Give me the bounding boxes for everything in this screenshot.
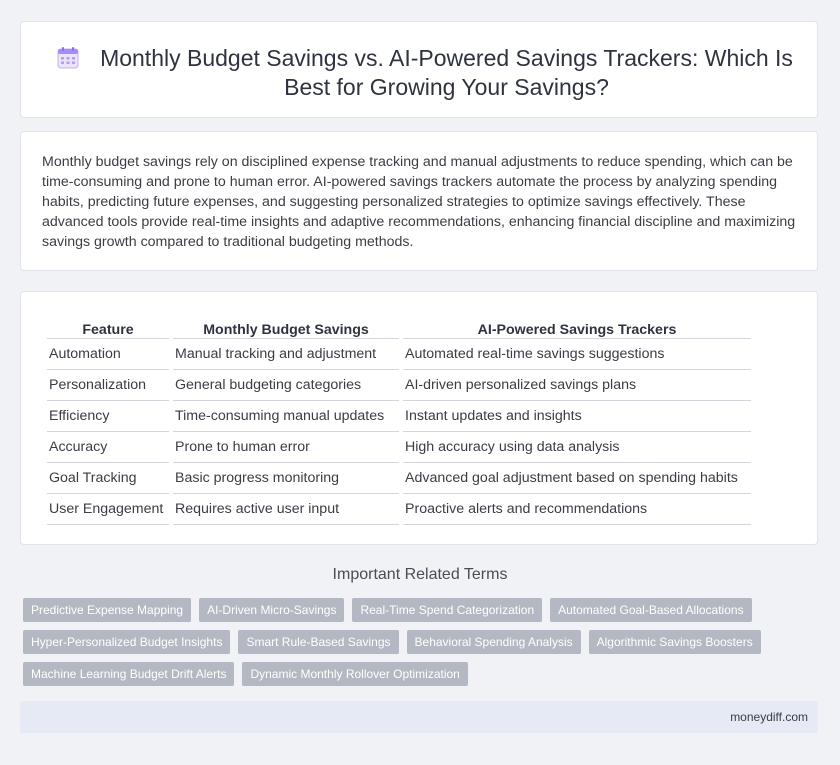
table-cell-feature: Goal Tracking xyxy=(47,463,169,494)
related-term-tag[interactable]: Machine Learning Budget Drift Alerts xyxy=(23,662,234,686)
related-term-tag[interactable]: Hyper-Personalized Budget Insights xyxy=(23,630,230,654)
table-cell-monthly: Manual tracking and adjustment xyxy=(173,339,399,370)
table-cell-ai: High accuracy using data analysis xyxy=(403,432,751,463)
table-cell-feature: Automation xyxy=(47,339,169,370)
related-term-tag[interactable]: Predictive Expense Mapping xyxy=(23,598,191,622)
related-term-tag[interactable]: Behavioral Spending Analysis xyxy=(407,630,581,654)
table-cell-feature: Efficiency xyxy=(47,401,169,432)
intro-paragraph: Monthly budget savings rely on disciplined expense tracking and manual adjustments to reduce spending, which can be time-consuming and prone to human error. AI-powered savings trackers automate the process by analyzing spending habits, predicting future expenses, and suggesting personalized strategies to optimize savings effectively. These advanced tools provide real-time insights and adaptive recommendations, enhancing financial discipline and maximizing savings growth compared to traditional budgeting methods. xyxy=(42,154,796,250)
header-card xyxy=(20,21,818,118)
table-cell-ai: Proactive alerts and recommendations xyxy=(403,494,751,525)
table-cell-ai: Instant updates and insights xyxy=(403,401,751,432)
comparison-card xyxy=(20,291,818,545)
table-cell-monthly: Time-consuming manual updates xyxy=(173,401,399,432)
table-cell-feature: Personalization xyxy=(47,370,169,401)
intro-card xyxy=(20,131,818,271)
table-header-row xyxy=(47,315,751,339)
footer-brand-link[interactable]: moneydiff.com xyxy=(730,710,808,724)
column-header-ai: AI-Powered Savings Trackers xyxy=(403,315,751,339)
table-row xyxy=(47,463,751,494)
related-term-tag[interactable]: Algorithmic Savings Boosters xyxy=(589,630,761,654)
related-term-tag[interactable]: Dynamic Monthly Rollover Optimization xyxy=(242,662,467,686)
related-term-tag[interactable]: Smart Rule-Based Savings xyxy=(238,630,398,654)
column-header-feature: Feature xyxy=(47,315,169,339)
related-term-tag[interactable]: AI-Driven Micro-Savings xyxy=(199,598,344,622)
table-cell-ai: Advanced goal adjustment based on spending habits xyxy=(403,463,751,494)
related-terms-title: Important Related Terms xyxy=(332,566,508,583)
table-row xyxy=(47,494,751,525)
footer-bar xyxy=(20,701,818,733)
table-cell-ai: Automated real-time savings suggestions xyxy=(403,339,751,370)
table-cell-monthly: Prone to human error xyxy=(173,432,399,463)
column-header-monthly: Monthly Budget Savings xyxy=(173,315,399,339)
related-terms-list xyxy=(23,598,783,686)
table-cell-feature: User Engagement xyxy=(47,494,169,525)
related-term-tag[interactable]: Automated Goal-Based Allocations xyxy=(550,598,751,622)
comparison-table xyxy=(43,315,755,525)
related-term-tag[interactable]: Real-Time Spend Categorization xyxy=(352,598,542,622)
calendar-icon xyxy=(56,46,80,70)
table-row xyxy=(47,401,751,432)
table-row xyxy=(47,432,751,463)
table-cell-feature: Accuracy xyxy=(47,432,169,463)
table-cell-monthly: Basic progress monitoring xyxy=(173,463,399,494)
table-cell-monthly: General budgeting categories xyxy=(173,370,399,401)
table-row xyxy=(47,370,751,401)
table-row xyxy=(47,339,751,370)
table-cell-monthly: Requires active user input xyxy=(173,494,399,525)
page-title: Monthly Budget Savings vs. AI-Powered Savings Trackers: Which Is Best for Growing Your Savings? xyxy=(100,45,793,100)
table-cell-ai: AI-driven personalized savings plans xyxy=(403,370,751,401)
